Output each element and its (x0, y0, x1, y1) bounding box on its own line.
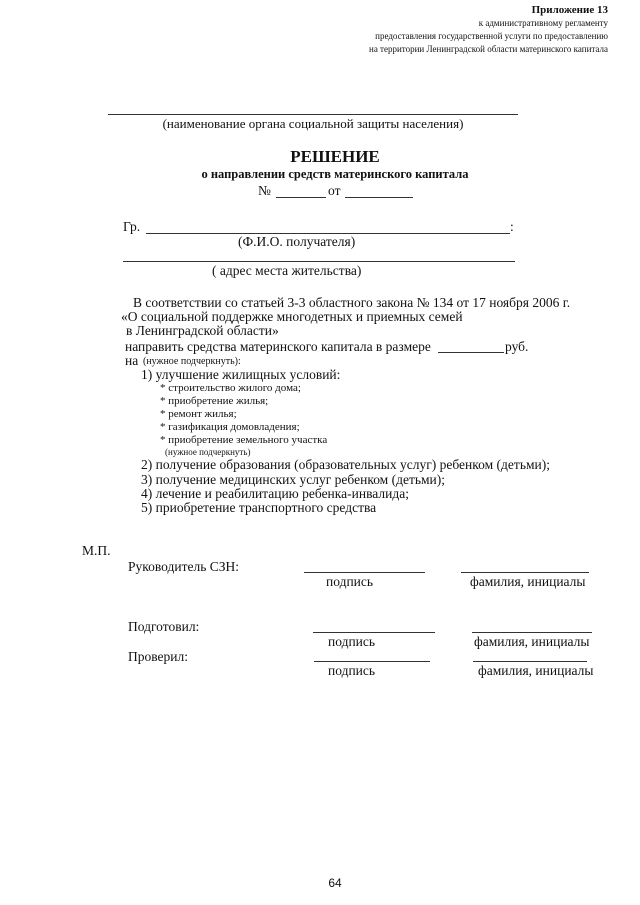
appendix-line-2: предоставления государственной услуги по предоставлению (375, 31, 608, 41)
sub-item: * строительство жилого дома; (160, 382, 301, 394)
page-title: РЕШЕНИЕ (290, 147, 380, 166)
checked-name-caption: фамилия, инициалы (478, 663, 594, 678)
number-from: от (328, 183, 341, 198)
head-name-line (461, 572, 589, 573)
amount-blank (438, 352, 504, 353)
organ-name-line (108, 114, 518, 115)
date-line (345, 197, 413, 198)
prepared-name-caption: фамилия, инициалы (474, 634, 590, 649)
head-sign-line (304, 572, 425, 573)
basis-line-1: В соответствии со статьей 3-3 областного закона № 134 от 17 ноября 2006 г. (133, 295, 571, 310)
prepared-sign-line (313, 632, 435, 633)
item-2: 2) получение образования (образовательных услуг) ребенком (детьми); (141, 457, 550, 472)
address-caption: ( адрес места жительства) (212, 263, 362, 278)
item-4: 4) лечение и реабилитацию ребенка-инвалида; (141, 486, 409, 501)
item-5: 5) приобретение транспортного средства (141, 500, 377, 515)
number-line (276, 197, 326, 198)
appendix-title: Приложение 13 (531, 4, 608, 16)
appendix-line-3: на территории Ленинградской области материнского капитала (369, 44, 608, 54)
sub-item: * приобретение жилья; (160, 395, 269, 407)
checked-sign-caption: подпись (328, 663, 376, 678)
recipient-gr-label: Гр. (123, 219, 141, 234)
amount-currency: руб. (505, 339, 529, 354)
item-3: 3) получение медицинских услуг ребенком (детьми); (141, 472, 446, 487)
sub-item: * ремонт жилья; (160, 408, 237, 420)
amount-line-prefix: направить средства материнского капитала в размере (125, 339, 431, 354)
item-1: 1) улучшение жилищных условий: (141, 367, 341, 382)
address-line (123, 261, 515, 262)
organ-caption: (наименование органа социальной защиты населения) (162, 116, 464, 131)
checked-label: Проверил: (128, 649, 188, 664)
sub-item-note: (нужное подчеркнуть) (165, 447, 251, 457)
appendix-line-1: к административному регламенту (478, 18, 608, 28)
head-sign-caption: подпись (326, 574, 374, 589)
head-label: Руководитель СЗН: (128, 559, 240, 574)
prepared-name-line (472, 632, 592, 633)
page-number: 64 (328, 876, 342, 890)
number-prefix: № (258, 183, 271, 198)
recipient-colon: : (510, 219, 514, 234)
sub-item: * газификация домовладения; (160, 421, 300, 433)
purpose-note: (нужное подчеркнуть): (143, 356, 241, 367)
prepared-sign-caption: подпись (328, 634, 376, 649)
page-subtitle: о направлении средств материнского капитала (201, 167, 469, 181)
prepared-label: Подготовил: (128, 619, 200, 634)
purpose-prefix: на (125, 353, 139, 368)
fio-caption: (Ф.И.О. получателя) (238, 234, 356, 249)
head-name-caption: фамилия, инициалы (470, 574, 586, 589)
checked-name-line (473, 661, 587, 662)
checked-sign-line (314, 661, 430, 662)
stamp-placeholder: М.П. (82, 543, 111, 558)
basis-line-3: в Ленинградской области» (126, 323, 279, 338)
sub-item: * приобретение земельного участка (160, 434, 328, 446)
basis-line-2: «О социальной поддержке многодетных и приемных семей (121, 309, 463, 324)
